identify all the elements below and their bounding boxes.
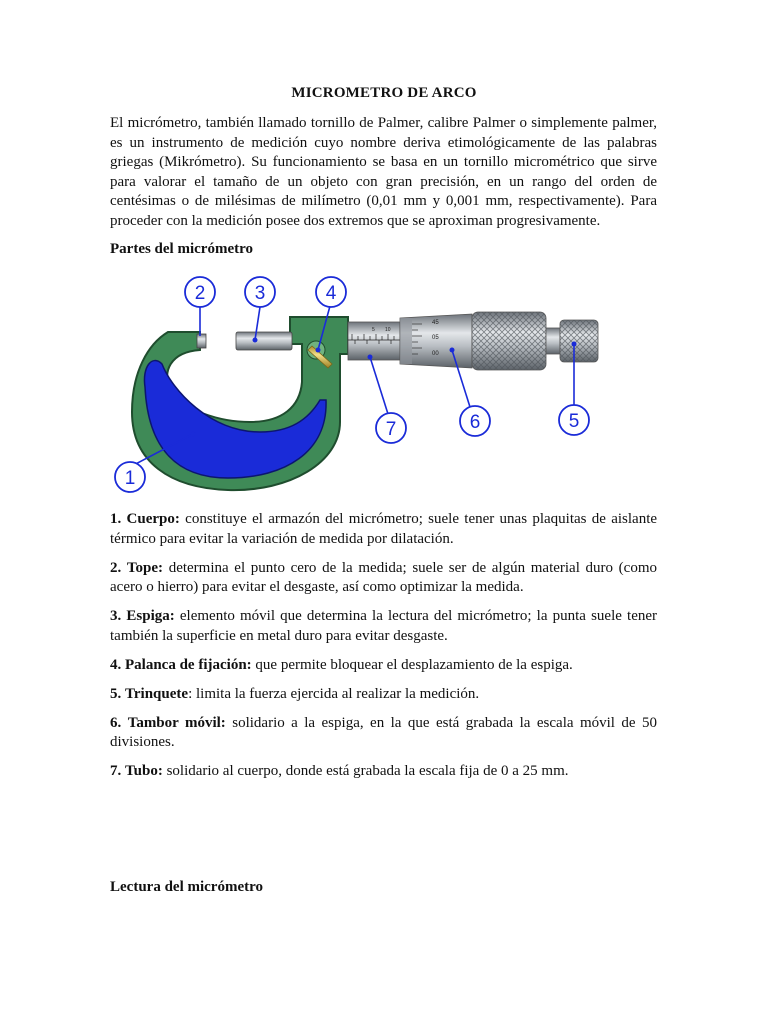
- reading-heading: Lectura del micrómetro: [110, 879, 263, 895]
- spindle: [236, 332, 292, 350]
- part-item: [110, 685, 657, 705]
- part-item: [110, 656, 657, 676]
- part-description: solidario al cuerpo, donde está grabada la escala fija de 0 a 25 mm.: [166, 763, 569, 779]
- part-name: Cuerpo:: [126, 511, 180, 527]
- sleeve-scale-label: 5: [372, 327, 375, 333]
- part-description: elemento móvil que determina la lectura del micrómetro; la punta suele tener también la superficie en metal duro para evitar desgaste.: [110, 608, 658, 644]
- callout-3-label: 3: [254, 283, 266, 304]
- part-item: [110, 762, 657, 782]
- part-name: Espiga:: [126, 608, 175, 624]
- sleeve-tube: [348, 322, 400, 360]
- callout-1: [115, 462, 145, 492]
- parts-list: [110, 510, 657, 791]
- part-description: : limita la fuerza ejercida al realizar la medición.: [188, 685, 480, 702]
- callout-4: [316, 277, 346, 307]
- part-item: [110, 714, 657, 753]
- part-item: [110, 559, 657, 598]
- callout-2-label: 2: [194, 283, 206, 304]
- sleeve-scale-label: 10: [385, 327, 391, 333]
- part-item: [110, 607, 657, 646]
- part-number: 6.: [110, 714, 122, 731]
- callout-6-label: 6: [469, 412, 481, 433]
- callout-7: [376, 413, 406, 443]
- document-title: MICROMETRO DE ARCO: [291, 85, 477, 101]
- callout-7-label: 7: [385, 419, 397, 440]
- part-description: determina el punto cero de la medida; suele ser de algún material duro (como acero o hierro) para evitar el desgaste, así como optimizar la medida.: [110, 559, 657, 595]
- intro-paragraph: El micrómetro, también llamado tornillo de Palmer, calibre Palmer o simplemente palmer, es un instrumento de medición cuyo nombre deriva etimológicamente de las palabras griegas (Mikrómetro). Su funcionamiento se basa en un tornillo micrométrico que sirve para valorar el tamaño de un objeto con gran precisión, en un rango del orden de centésimas o de milésimas de milímetro (0,01 mm y 0,001 mm, respectivamente). Para proceder con la medición posee dos extremos que se aproximan progresivamente.: [110, 115, 657, 229]
- thimble-scale-label: 00: [432, 351, 439, 357]
- part-number: 1.: [110, 511, 122, 527]
- part-number: 2.: [110, 559, 122, 576]
- part-name: Trinquete: [125, 685, 189, 702]
- callout-2: [185, 277, 215, 307]
- part-name: Tambor móvil:: [127, 714, 226, 731]
- part-description: que permite bloquear el desplazamiento de la espiga.: [255, 656, 573, 673]
- ratchet: [560, 320, 598, 362]
- knurled-grip: [472, 312, 546, 370]
- thimble: [400, 314, 472, 368]
- parts-heading: Partes del micrómetro: [110, 241, 253, 257]
- part-name: Palanca de fijación:: [125, 656, 252, 673]
- part-number: 4.: [110, 656, 122, 673]
- callout-1-label: 1: [124, 468, 136, 489]
- part-number: 3.: [110, 608, 122, 624]
- micrometer-figure: [100, 272, 660, 502]
- part-number: 7.: [110, 763, 122, 779]
- part-description: constituye el armazón del micrómetro; suele tener unas plaquitas de aislante térmico para evitar la variación de medida por dilatación.: [110, 511, 658, 547]
- callout-5: [559, 405, 589, 435]
- thimble-scale-label: 45: [432, 320, 439, 326]
- callout-4-label: 4: [325, 283, 337, 304]
- callout-5-label: 5: [568, 411, 580, 432]
- callout-3: [245, 277, 275, 307]
- thimble-scale-label: 05: [432, 335, 439, 341]
- micrometer-illustration: [100, 272, 660, 502]
- part-description: solidario a la espiga, en la que está grabada la escala móvil de 50 divisiones.: [110, 714, 657, 750]
- part-name: Tope:: [126, 559, 164, 576]
- ratchet-neck: [546, 328, 560, 354]
- part-number: 5.: [110, 685, 122, 702]
- part-name: Tubo:: [125, 763, 163, 779]
- part-item: [110, 510, 657, 549]
- callout-6: [460, 406, 490, 436]
- anvil: [197, 334, 206, 348]
